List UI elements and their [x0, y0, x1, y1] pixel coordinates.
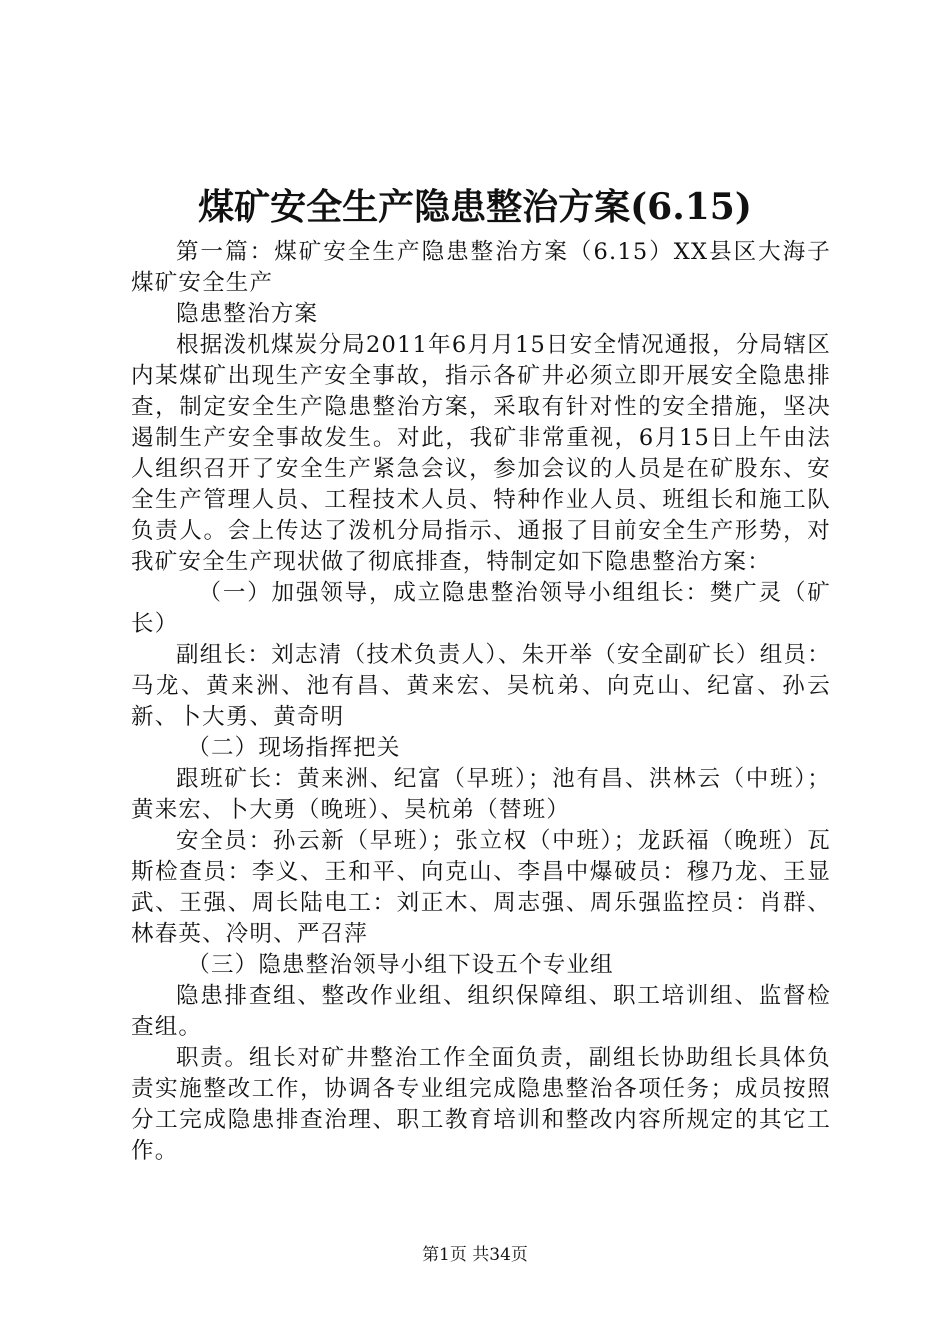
paragraph-shift-leaders: 跟班矿长：黄来洲、纪富（早班）；池有昌、洪林云（中班）；黄来宏、卜大勇（晚班）、吴杭弟（替班） [131, 766, 831, 823]
paragraph-background: 根据泼机煤炭分局2011年6月月15日安全情况通报，分局辖区内某煤矿出现生产安全事故，指示各矿井必须立即开展安全隐患排查，制定安全生产隐患整治方案，采取有针对性的安全措施，坚决遏制生产安全事故发生。对此，我矿非常重视，6月15日上午由法人组织召开了安全生产紧急会议，参加会议的人员是在矿股东、安全生产管理人员、工程技术人员、特种作业人员、班组长和施工队负责人。会上传达了泼机分局指示、通报了目前安全生产形势，对我矿安全生产现状做了彻底排查，特制定如下隐患整治方案： [131, 332, 831, 575]
paragraph-section-1: （一）加强领导，成立隐患整治领导小组组长：樊广灵（矿长） [131, 580, 831, 637]
paragraph-safety-staff: 安全员：孙云新（早班）；张立权（中班）；龙跃福（晚班）瓦斯检查员：李义、王和平、向克山、李昌中爆破员：穆乃龙、王显武、王强、周长陆电工：刘正木、周志强、周乐强监控员：肖群、林春英、冷明、严召萍 [131, 828, 831, 947]
paragraph-deputy-members: 副组长：刘志清（技术负责人）、朱开举（安全副矿长）组员：马龙、黄来洲、池有昌、黄来宏、吴杭弟、向克山、纪富、孙云新、卜大勇、黄奇明 [131, 642, 831, 730]
document-body [131, 237, 831, 1167]
paragraph-section-3: （三）隐患整治领导小组下设五个专业组 [187, 952, 614, 978]
document-title: 煤矿安全生产隐患整治方案(6.15) [198, 186, 752, 228]
paragraph-duties: 职责。组长对矿井整治工作全面负责，副组长协助组长具体负责实施整改工作，协调各专业组完成隐患整治各项任务；成员按照分工完成隐患排查治理、职工教育培训和整改内容所规定的其它工作。 [131, 1045, 831, 1164]
paragraph-subtitle: 隐患整治方案 [176, 301, 319, 327]
paragraph-section-2: （二）现场指挥把关 [187, 735, 401, 761]
page-number: 第1页 共34页 [422, 1245, 528, 1265]
paragraph-groups: 隐患排查组、整改作业组、组织保障组、职工培训组、监督检查组。 [131, 983, 831, 1040]
paragraph-heading: 第一篇：煤矿安全生产隐患整治方案（6.15）XX县区大海子煤矿安全生产 [131, 239, 831, 296]
